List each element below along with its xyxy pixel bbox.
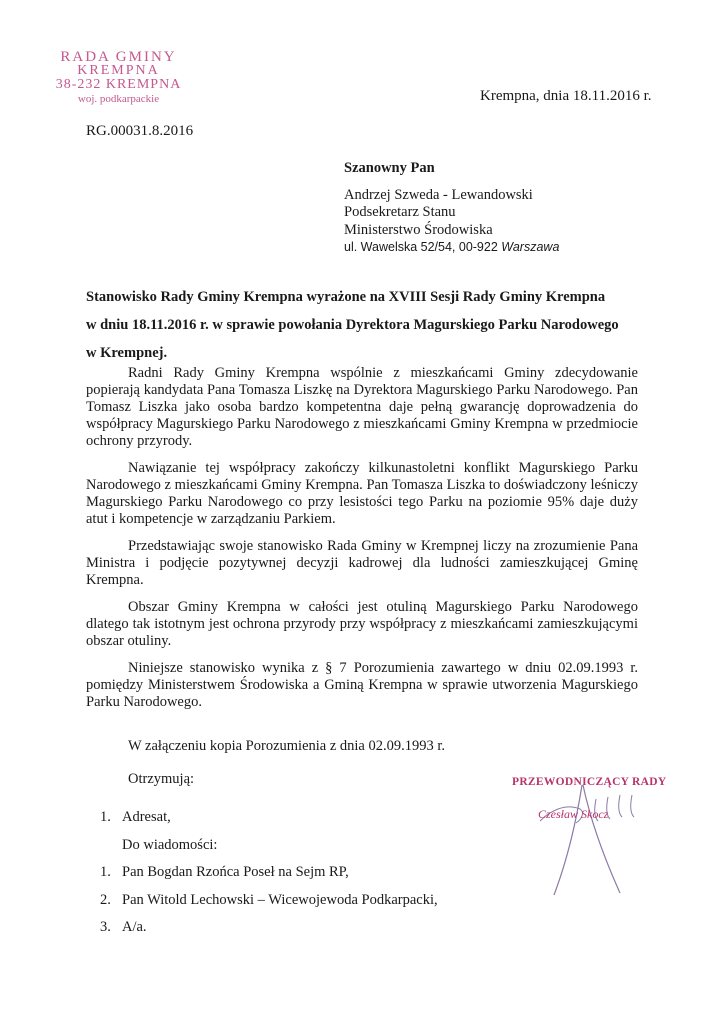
signature-title: PRZEWODNICZĄCY RADY [512,776,667,788]
stamp-line-4: woj. podkarpackie [77,93,160,105]
stamp-line-3: 38-232 KREMPNA [55,77,182,92]
list-item [100,804,438,832]
list-number: 2. [100,891,111,908]
list-item [100,887,438,915]
list-text: A/a. [122,919,147,935]
body-paragraph-2: Nawiązanie tej współpracy zakończy kilkunastoletni konflikt Magurskiego Parku Narodowego z mieszkańcami Gminy Krempna. Pan Tomasza Liszka to doświadczony leśniczy Magurskiego Parku Narodowego co przy lesistości tego Parku na poziomie 95% daje duży atut i kompetencje w zarządzaniu Parkiem. [86,460,638,527]
reference-number: RG.00031.8.2016 [86,123,194,139]
letter-date: Krempna, dnia 18.11.2016 r. [480,88,652,104]
list-number: 1. [100,864,111,880]
stamp-line-2: KREMPNA [77,63,160,78]
recipient-position: Podsekretarz Stanu [344,204,456,220]
recipient-street [344,239,559,257]
office-stamp [26,50,211,106]
distribution-list [100,804,438,942]
body-paragraph-3: Przedstawiając swoje stanowisko Rada Gminy w Krempnej liczy na zrozumienie Pana Ministra i podjęcie pozytywnej decyzji kadrowej dla ludności zamieszkującej Gminę Krempna. [86,538,638,588]
list-text: Pan Bogdan Rzońca Poseł na Sejm RP, [122,864,349,880]
salutation: Szanowny Pan [344,160,435,176]
subject-line-1: Stanowisko Rady Gminy Krempna wyrażone na XVIII Sesji Rady Gminy Krempna [86,289,606,305]
letter-subject [86,283,646,367]
city-text: Warszawa [501,240,560,254]
body-paragraph-5: Niniejsze stanowisko wynika z § 7 Porozumienia zawartego w dniu 02.09.1993 r. pomiędzy Ministerstwem Środowiska a Gminą Krempna w sprawie utworzenia Magurskiego Parku Narodowego. [86,660,638,710]
list-item [100,914,438,942]
recipients-label: Otrzymują: [128,771,195,787]
list-number: 1. [100,809,111,825]
attachment-note: W załączeniu kopia Porozumienia z dnia 02.09.1993 r. [128,738,446,754]
list-item [100,859,438,887]
street-text: ul. Wawelska 52/54, 00-922 [344,240,498,254]
recipient-ministry: Ministerstwo Środowiska [344,221,493,238]
list-text: Adresat, [122,809,171,825]
recipient-name: Andrzej Szweda - Lewandowski [344,186,533,203]
subject-line-3: w Krempnej. [86,345,168,361]
body-paragraph-4: Obszar Gminy Krempna w całości jest otuliną Magurskiego Parku Narodowego dlatego tak istotnym jest ochrona przyrody przy współpracy z mieszkańcami zamieszkującymi obszar otuliny. [86,599,638,649]
subject-line-2: w dniu 18.11.2016 r. w sprawie powołania Dyrektora Magurskiego Parku Narodowego [86,317,619,333]
signature-name: Czesław Skocz [538,807,609,821]
cc-label: Do wiadomości: [122,836,218,853]
list-text: Pan Witold Lechowski – Wicewojewoda Podkarpacki, [122,891,438,908]
stamp-line-1: RADA GMINY [60,49,177,65]
list-number: 3. [100,919,111,935]
recipient-address [344,160,559,257]
letter-body [86,365,638,721]
body-paragraph-1: Radni Rady Gminy Krempna wspólnie z mieszkańcami Gminy zdecydowanie popierają kandydata Pana Tomasza Liszkę na Dyrektora Magurskiego Parku Narodowego. Pan Tomasz Liszka jako osoba bardzo kompetentna daje pełną gwarancję doprowadzenia do współpracy Magurskiego Parku Narodowego z mieszkańcami Gminy Krempna w przedmiocie ochrony przyrody. [86,365,638,449]
